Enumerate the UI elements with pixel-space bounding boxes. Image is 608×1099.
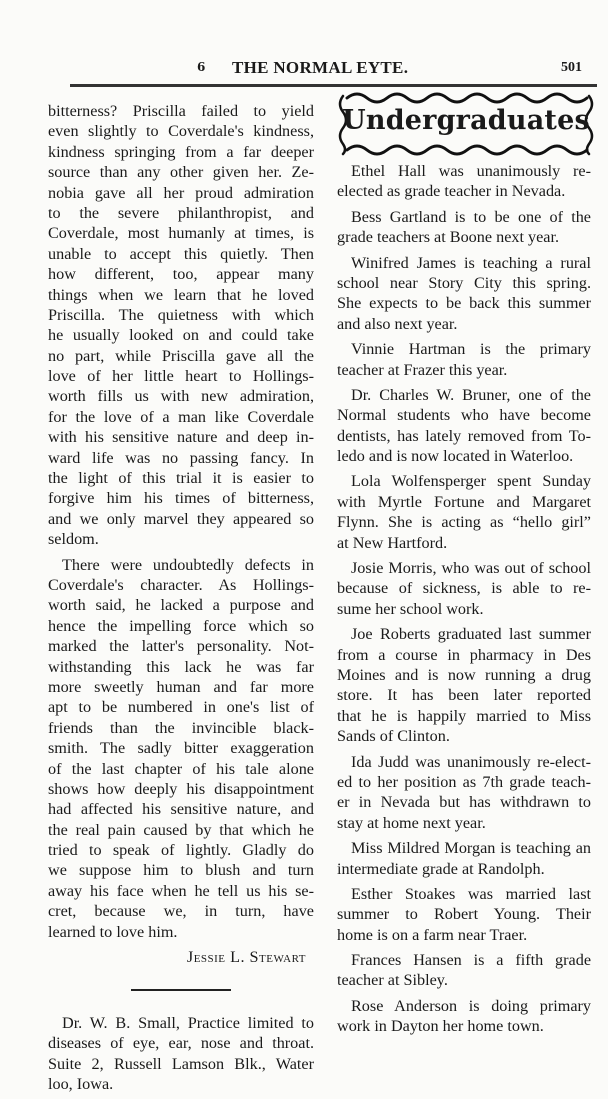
- text-line: dentists, has lately removed from To-: [337, 426, 591, 445]
- text-line: Bess Gartland is to be one of the: [351, 207, 591, 226]
- text-line: teacher at Sibley.: [337, 971, 448, 990]
- text-line: and also next year.: [337, 314, 458, 333]
- text-line: home is on a farm near Traer.: [337, 925, 528, 944]
- text-line: with his sensitive nature and deep in-: [48, 428, 314, 447]
- paragraph: [48, 101, 314, 550]
- text-line: unable to accept this quietly. Then: [48, 244, 314, 263]
- text-line: teacher at Frazer this year.: [337, 360, 508, 379]
- text-line: Lola Wolfensperger spent Sunday: [351, 472, 591, 491]
- text-line: cret, because we, in turn, have: [48, 902, 314, 921]
- text-line: Winifred James is teaching a rural: [351, 253, 591, 272]
- text-line: Moines and is now running a drug: [337, 665, 591, 684]
- text-line: Flynn. She is acting as “hello girl”: [337, 513, 591, 532]
- news-item: [337, 339, 591, 380]
- page-number: 501: [561, 60, 582, 75]
- news-item: [337, 558, 591, 619]
- text-line: ledo and is now located in Waterloo.: [337, 447, 574, 466]
- text-line: worth fills us with new admiration,: [48, 387, 314, 406]
- text-line: things when we learn that he loved: [48, 285, 314, 304]
- text-line: even slightly to Coverdale's kindness,: [48, 122, 314, 141]
- text-line: ed to her position as 7th grade teach-: [337, 772, 591, 791]
- text-line: tried to speak of lightly. Gladly do: [48, 841, 314, 860]
- text-line: intermediate grade at Randolph.: [337, 859, 545, 878]
- advertisement-text: [48, 1013, 314, 1095]
- advertisement: [48, 1013, 314, 1095]
- left-column: [48, 101, 314, 1099]
- text-line: apt to be numbered in one's list of: [48, 698, 314, 717]
- text-line: because of sickness, is able to re-: [337, 579, 591, 598]
- text-line: friends than the invincible black-: [48, 718, 314, 737]
- text-line: Suite 2, Russell Lamson Blk., Water: [48, 1054, 314, 1073]
- text-line: worth said, he lacked a purpose and: [48, 596, 314, 615]
- text-line: at New Hartford.: [337, 533, 448, 552]
- text-line: the real pain caused by that which he: [48, 820, 314, 839]
- text-line: we suppose him to blush and turn: [48, 861, 314, 880]
- news-item: [337, 471, 591, 553]
- news-item: [337, 884, 591, 945]
- news-item: [337, 207, 591, 248]
- news-item: [337, 950, 591, 991]
- text-line: the light of this trial it is easier to: [48, 469, 314, 488]
- text-line: summer to Robert Young. Their: [337, 905, 591, 924]
- text-line: sume her school work.: [337, 599, 484, 618]
- news-item: [337, 253, 591, 335]
- news-item: [337, 624, 591, 746]
- text-line: bitterness? Priscilla failed to yield: [48, 102, 314, 120]
- text-line: store. It has been later reported: [337, 686, 591, 705]
- text-line: from a course in pharmacy in Des: [337, 645, 591, 664]
- text-line: Dr. W. B. Small, Practice limited to: [62, 1013, 314, 1032]
- text-line: he usually looked on and could take: [48, 326, 314, 345]
- text-line: loo, Iowa.: [48, 1075, 114, 1094]
- article-continuation: [48, 101, 314, 942]
- text-line: Rose Anderson is doing primary: [351, 996, 591, 1015]
- text-line: more sweetly human and far more: [48, 677, 314, 696]
- text-line: learned to love him.: [48, 922, 178, 941]
- news-item: [337, 385, 591, 467]
- right-column: [337, 161, 591, 1042]
- text-line: with Myrtle Fortune and Margaret: [337, 492, 591, 511]
- text-line: for the love of a man like Coverdale: [48, 407, 314, 426]
- news-item: [337, 996, 591, 1037]
- publication-title: THE NORMAL EYTE.: [232, 58, 409, 77]
- text-line: There were undoubtedly defects in: [62, 555, 314, 574]
- text-line: Esther Stoakes was married last: [351, 884, 591, 903]
- text-line: nobia gave all her proud admiration: [48, 183, 314, 202]
- text-line: how different, too, appear many: [48, 265, 314, 284]
- text-line: Joe Roberts graduated last summer: [351, 625, 591, 644]
- text-line: shows how deeply his disappointment: [48, 779, 314, 798]
- text-line: kindness springing from a far deeper: [48, 142, 314, 161]
- text-line: Ida Judd was unanimously re-elect-: [351, 752, 591, 771]
- text-line: of the last chapter of his tale alone: [48, 759, 314, 778]
- text-line: Frances Hansen is a fifth grade: [351, 951, 591, 970]
- text-line: Priscilla. The quietness with which: [48, 305, 314, 324]
- text-line: ward life was no passing fancy. In: [48, 448, 314, 467]
- news-items: [337, 161, 591, 1037]
- folio-left: 6: [197, 60, 206, 74]
- text-line: hence the impelling force which so: [48, 616, 314, 635]
- section-heading: Undergraduates: [342, 105, 590, 136]
- text-line: source than any other given her. Ze-: [48, 163, 314, 182]
- text-line: Ethel Hall was unanimously re-: [351, 162, 591, 180]
- text-line: Coverdale, most humanly at times, is: [48, 224, 314, 243]
- text-line: that he is happily married to Miss: [337, 706, 591, 725]
- text-line: school near Story City this spring.: [337, 273, 591, 292]
- text-line: to the severe philanthropist, and: [48, 203, 314, 222]
- text-line: diseases of eye, ear, nose and throat.: [48, 1034, 314, 1053]
- section-divider: [131, 989, 231, 991]
- news-item: [337, 838, 591, 879]
- header-rule: [70, 84, 597, 87]
- text-line: Normal students who have become: [337, 406, 591, 425]
- text-line: er in Nevada but has withdrawn to: [337, 793, 591, 812]
- text-line: no part, while Priscilla gave all the: [48, 346, 314, 365]
- text-line: stay at home next year.: [337, 813, 486, 832]
- text-line: Miss Mildred Morgan is teaching an: [351, 839, 591, 858]
- text-line: work in Dayton her home town.: [337, 1017, 544, 1036]
- paragraph: [48, 555, 314, 942]
- text-line: withstanding this lack he was far: [48, 657, 314, 676]
- text-line: elected as grade teacher in Nevada.: [337, 182, 566, 201]
- text-line: Josie Morris, who was out of school: [351, 559, 591, 578]
- text-line: love of her little heart to Hollings-: [48, 367, 314, 386]
- news-item: [337, 161, 591, 202]
- text-line: smith. The sadly bitter exaggeration: [48, 739, 314, 758]
- text-line: Dr. Charles W. Bruner, one of the: [351, 385, 591, 404]
- text-line: Sands of Clinton.: [337, 727, 450, 746]
- text-line: had affected his sensitive nature, and: [48, 800, 314, 819]
- text-line: seldom.: [48, 530, 99, 549]
- text-line: She expects to be back this summer: [337, 294, 591, 313]
- news-item: [337, 752, 591, 834]
- text-line: and we only marvel they appeared so: [48, 509, 314, 528]
- text-line: forgive him his times of bitterness,: [48, 489, 314, 508]
- text-line: grade teachers at Boone next year.: [337, 228, 560, 247]
- text-line: Coverdale's character. As Hollings-: [48, 575, 314, 594]
- text-line: Vinnie Hartman is the primary: [351, 340, 591, 359]
- text-line: marked the latter's personality. Not-: [48, 637, 314, 656]
- text-line: away his face when he tell us his se-: [48, 881, 314, 900]
- section-banner: [335, 88, 597, 158]
- running-header: [0, 58, 608, 80]
- author-signature: Jessie L. Stewart: [186, 948, 306, 967]
